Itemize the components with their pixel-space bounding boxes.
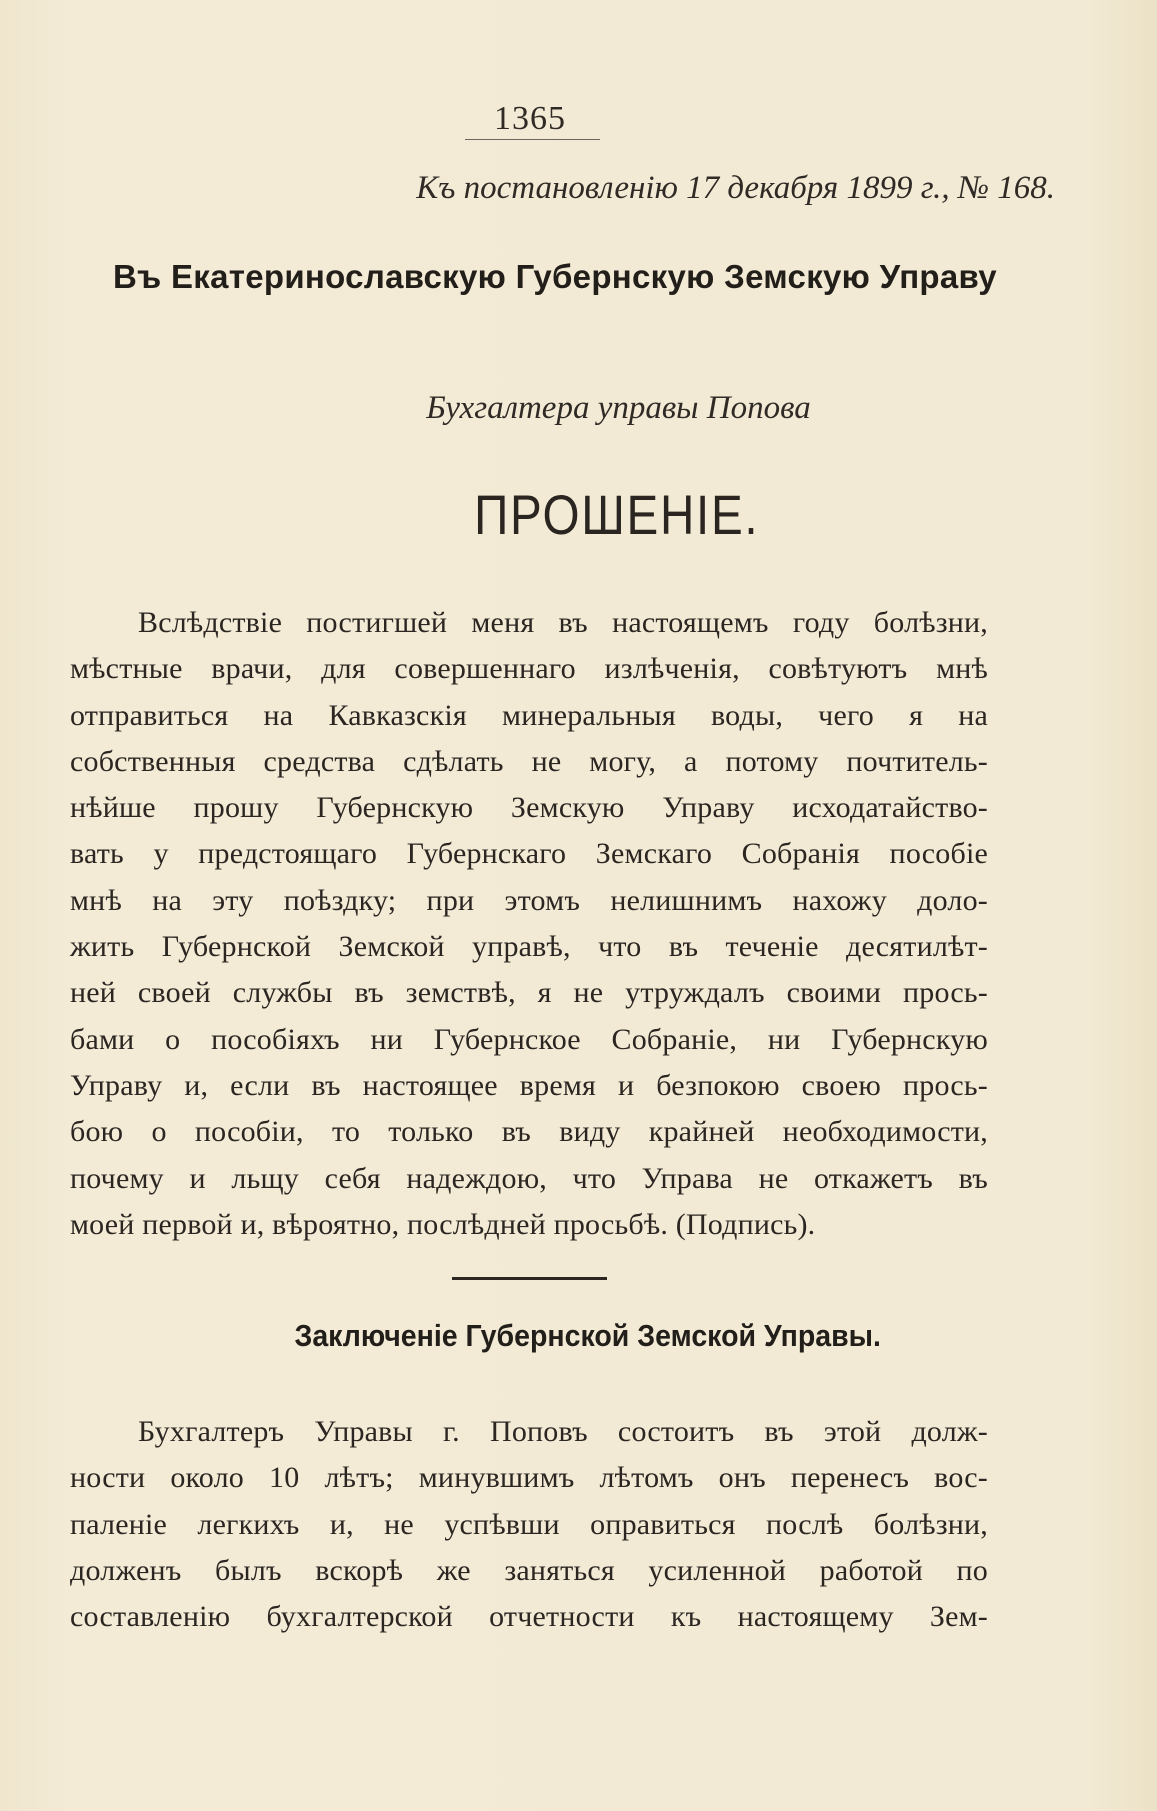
- petition-line: вать у предстоящаго Губернскаго Земскаго Собранія пособіе: [70, 837, 988, 871]
- petition-line: отправиться на Кавказскія минеральныя воды, чего я на: [70, 698, 988, 732]
- conclusion-line: составленію бухгалтерской отчетности къ настоящему Зем-: [70, 1600, 988, 1634]
- document-title: ПРОШЕНІЕ.: [474, 483, 760, 546]
- sender-line: Бухгалтера управы Попова: [426, 390, 811, 426]
- petition-body: [70, 600, 988, 1248]
- petition-line: нѣйше прошу Губернскую Земскую Управу исходатайство-: [70, 791, 988, 825]
- petition-line: ней своей службы въ земствѣ, я не утруждалъ своими прось-: [70, 976, 988, 1010]
- petition-line: мѣстные врачи, для совершеннаго излѣченія, совѣтуютъ мнѣ: [70, 652, 988, 686]
- conclusion-line: Бухгалтеръ Управы г. Поповъ состоитъ въ этой долж-: [138, 1415, 988, 1448]
- petition-line: бами о пособіяхъ ни Губернское Собраніе, ни Губернскую: [70, 1022, 988, 1056]
- conclusion-line: паленіе легкихъ и, не успѣвши оправиться послѣ болѣзни,: [70, 1507, 988, 1541]
- petition-line: бою о пособіи, то только въ виду крайней необходимости,: [70, 1115, 988, 1149]
- petition-line: мнѣ на эту поѣздку; при этомъ нелишнимъ нахожу доло-: [70, 883, 988, 917]
- resolution-reference: Къ постановленію 17 декабря 1899 г., № 168.: [416, 170, 1055, 206]
- petition-line: моей первой и, вѣроятно, послѣдней просьбѣ. (Подпись).: [70, 1207, 816, 1241]
- addressee-heading: Въ Екатеринославскую Губернскую Земскую Управу: [113, 258, 997, 295]
- petition-line: жить Губернской Земской управѣ, что въ теченіе десятилѣт-: [70, 930, 988, 964]
- page-number: 1365: [494, 100, 566, 137]
- section-divider: [452, 1277, 607, 1280]
- conclusion-line: долженъ былъ вскорѣ же заняться усиленной работой по: [70, 1553, 988, 1587]
- petition-line: собственныя средства сдѣлать не могу, а потому почтитель-: [70, 744, 988, 778]
- conclusion-body: [70, 1409, 988, 1640]
- petition-line: Управу и, если въ настоящее время и безпокою своею прось-: [70, 1068, 988, 1102]
- conclusion-heading: Заключеніе Губернской Земской Управы.: [294, 1318, 881, 1353]
- petition-line: Вслѣдствіе постигшей меня въ настоящемъ году болѣзни,: [138, 606, 988, 639]
- page-number-rule: [465, 139, 600, 140]
- conclusion-line: ности около 10 лѣтъ; минувшимъ лѣтомъ онъ перенесъ вос-: [70, 1461, 988, 1495]
- petition-line: почему и льщу себя надеждою, что Управа не откажетъ въ: [70, 1161, 988, 1195]
